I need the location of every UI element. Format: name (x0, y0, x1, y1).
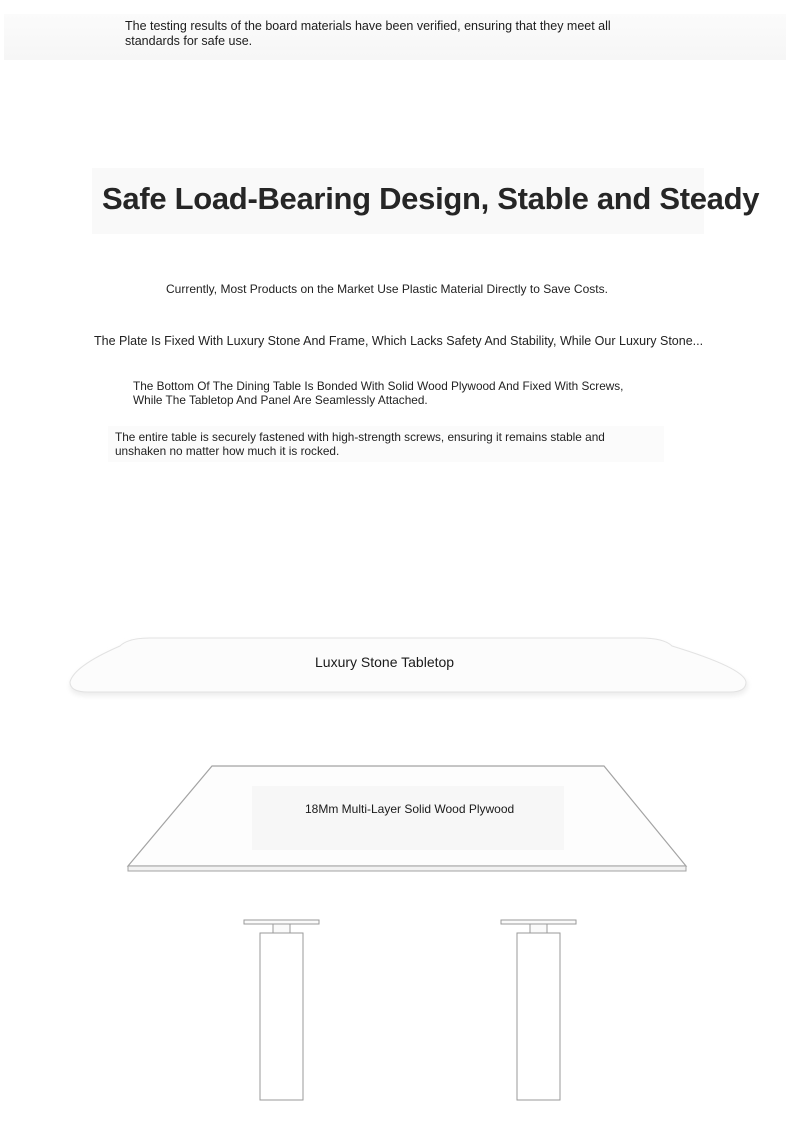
plywood-board (128, 766, 686, 871)
intro-text: The testing results of the board materials have been verified, ensuring that they meet all standards for safe use. (125, 19, 611, 48)
plywood-statement: The Bottom Of The Dining Table Is Bonded With Solid Wood Plywood And Fixed With Screws, While The Tabletop And Panel Are Seamlessly Attached. (133, 379, 624, 407)
tabletop-label: Luxury Stone Tabletop (315, 654, 455, 670)
screw-statement: The entire table is securely fastened with high-strength screws, ensuring it remains stable and unshaken no matter how much it is rocked. (115, 430, 605, 458)
right-table-leg (501, 920, 576, 1100)
left-table-leg (244, 920, 319, 1100)
plywood-label: 18Mm Multi-Layer Solid Wood Plywood (305, 802, 515, 816)
cost-statement: Currently, Most Products on the Market Use Plastic Material Directly to Save Costs. (166, 282, 608, 296)
section-headline: Safe Load-Bearing Design, Stable and Steady (102, 181, 760, 216)
stability-statement: The Plate Is Fixed With Luxury Stone And Frame, Which Lacks Safety And Stability, While Our Luxury Stone... (94, 334, 704, 348)
